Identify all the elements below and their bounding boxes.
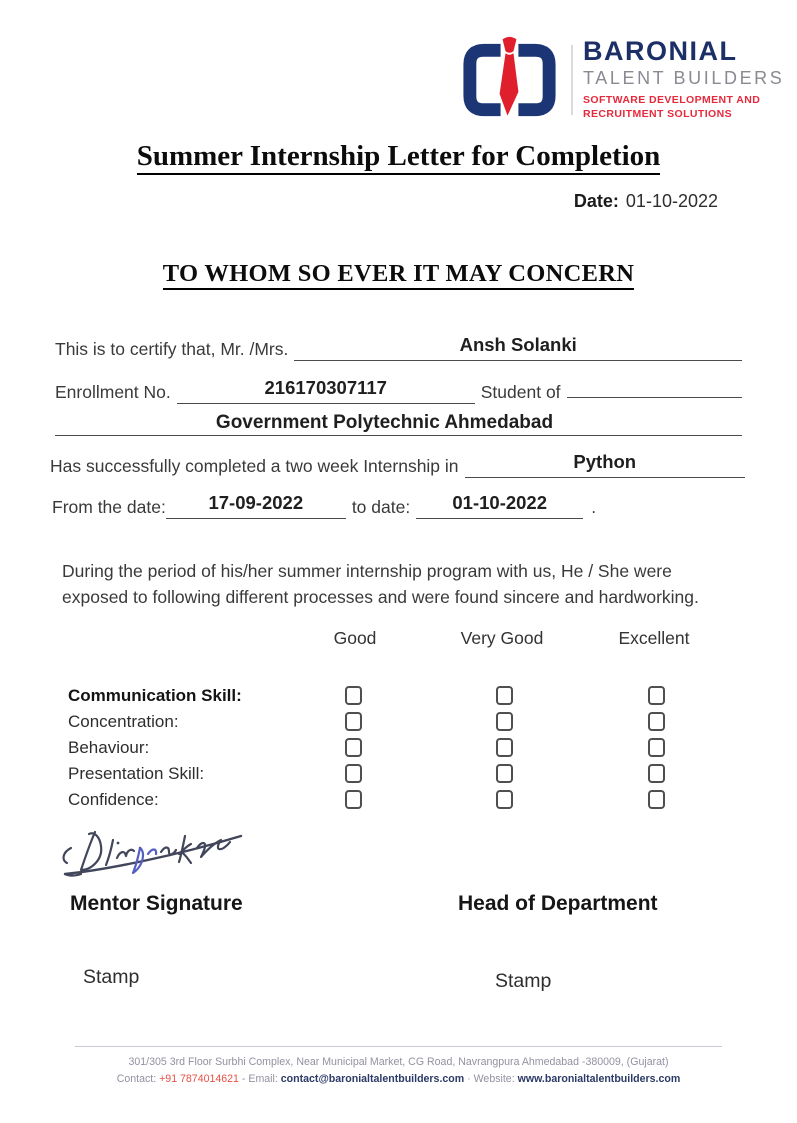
brand-name: BARONIAL [583,36,738,67]
column-excellent: Excellent [618,628,690,648]
date-value: 01-10-2022 [625,191,718,211]
student-name-value: Ansh Solanki [459,334,577,355]
rating-checkbox[interactable] [648,764,665,783]
sentence-period: . [591,497,597,517]
certify-line-institute [55,412,742,436]
footer [0,1054,797,1088]
rating-checkbox[interactable] [496,686,513,705]
baronial-tie-icon [456,36,563,124]
separator: - [241,1072,246,1085]
to-date-value: 01-10-2022 [452,492,548,513]
from-label: From the date: [52,497,166,517]
internship-paragraph: During the period of his/her summer internship program with us, He / She were exposed to following different processes and were found sincere and hardworking. [62,561,699,608]
certify-line-name [55,334,742,361]
rating-checkbox[interactable] [648,686,665,705]
stamp-right-label: Stamp [495,970,552,992]
website-link[interactable]: www.baronialtalentbuilders.com [517,1072,681,1085]
skill-label: Presentation Skill: [68,764,205,783]
skill-row-confidence [0,788,797,814]
tagline-line2: RECRUITMENT SOLUTIONS [583,108,732,120]
concern-heading: TO WHOM SO EVER IT MAY CONCERN [0,260,797,288]
brand-tagline [583,94,784,121]
date-row [574,191,718,212]
certify-line-subject [50,451,745,478]
institute-value: Government Polytechnic Ahmedabad [215,412,554,433]
rating-checkbox[interactable] [648,790,665,809]
student-of-blank [567,397,742,398]
mentor-signature-label: Mentor Signature [70,892,243,915]
to-label: to date: [351,497,411,517]
certify-line-enrollment [55,377,742,404]
column-good: Good [333,628,377,648]
mentor-handwritten-signature [55,818,255,886]
subject-value: Python [573,451,637,472]
from-date-blank [166,492,346,519]
footer-address: 301/305 3rd Floor Surbhi Complex, Near Municipal Market, CG Road, Navrangpura Ahmedabad -380009, (Gujarat) [128,1056,669,1068]
ratings-table [0,684,797,814]
email-link[interactable]: contact@baronialtalentbuilders.com [280,1072,465,1085]
rating-checkbox[interactable] [648,712,665,731]
enrollment-blank [177,377,475,404]
rating-checkbox[interactable] [496,712,513,731]
skill-row-presentation [0,762,797,788]
head-of-department-label: Head of Department [458,892,658,915]
rating-checkbox[interactable] [345,790,362,809]
logo-divider [571,45,573,115]
tagline-line1: SOFTWARE DEVELOPMENT AND [583,94,761,107]
footer-contact-line [0,1071,797,1088]
rating-checkbox[interactable] [345,712,362,731]
date-label: Date: [573,191,619,211]
document-title: Summer Internship Letter for Completion [0,140,797,173]
institute-blank [55,412,742,436]
brand-subname: TALENT BUILDERS [583,68,785,89]
student-of-label: Student of [480,382,561,402]
rating-checkbox[interactable] [345,764,362,783]
separator: · [467,1072,471,1085]
certify-label: This is to certify that, Mr. /Mrs. [55,339,289,359]
skill-row-behaviour [0,736,797,762]
skill-label: Behaviour: [68,738,150,757]
enrollment-label: Enrollment No. [55,382,171,402]
from-date-value: 17-09-2022 [208,492,304,513]
rating-checkbox[interactable] [648,738,665,757]
skill-row-communication [0,684,797,710]
rating-checkbox[interactable] [496,790,513,809]
skill-row-concentration [0,710,797,736]
footer-divider [75,1046,722,1047]
enrollment-value: 216170307117 [264,377,387,398]
skill-label: Communication Skill: [68,686,242,705]
skill-label: Concentration: [68,712,179,731]
name-blank [294,334,742,361]
subject-blank [465,451,745,478]
company-logo [456,36,784,124]
website-label: Website: [473,1072,515,1085]
logo-text [583,38,784,121]
email-label: Email: [248,1072,278,1085]
to-date-blank [416,492,583,519]
rating-checkbox[interactable] [496,764,513,783]
phone-number: +91 7874014621 [159,1072,239,1085]
certify-line-dates [52,492,597,519]
contact-label: Contact: [116,1072,157,1085]
rating-checkbox[interactable] [345,686,362,705]
stamp-left-label: Stamp [83,966,140,988]
column-very-good: Very Good [460,628,544,648]
completed-label: Has successfully completed a two week Internship in [50,456,459,476]
skill-label: Confidence: [68,790,159,809]
rating-checkbox[interactable] [496,738,513,757]
rating-checkbox[interactable] [345,738,362,757]
